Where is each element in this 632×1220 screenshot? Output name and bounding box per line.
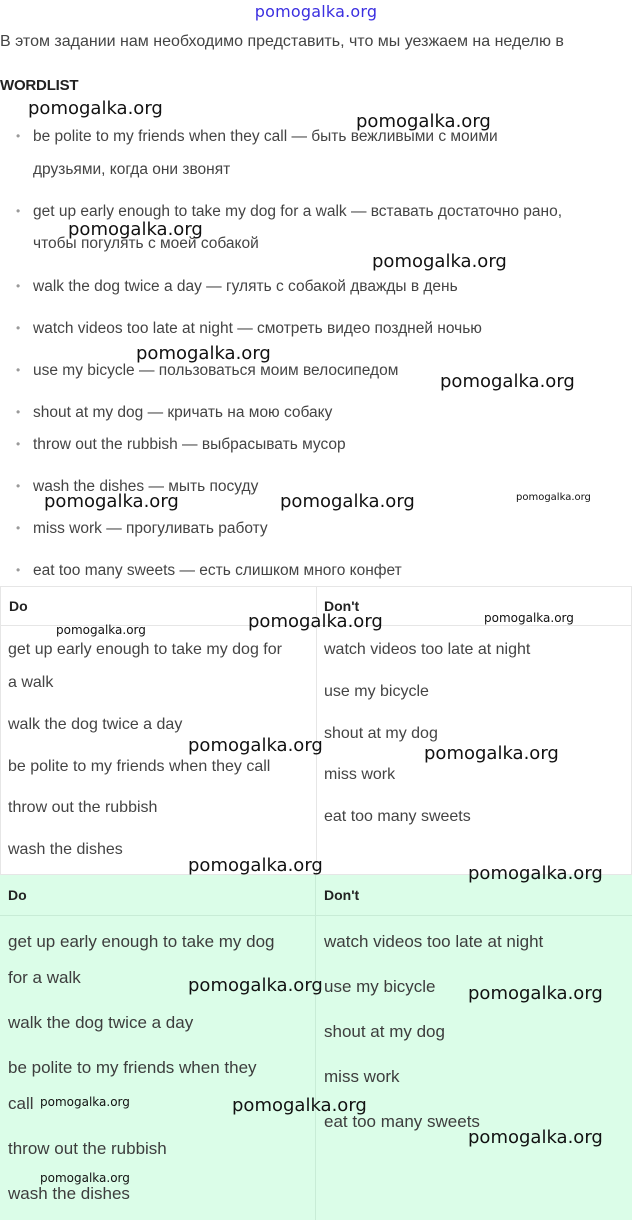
watermark: pomogalka.org — [424, 743, 559, 764]
table-cell-dont: use my bicycle — [324, 977, 436, 996]
bullet-icon: • — [16, 129, 21, 143]
wordlist-item-text: eat too many sweets — есть слишком много конфет — [33, 562, 402, 579]
bullet-icon: • — [16, 405, 21, 419]
wordlist-item — [16, 120, 626, 186]
wordlist-item-text: get up early enough to take my dog for a walk — вставать достаточно рано, — [33, 203, 563, 220]
wordlist-item-text-line2: чтобы погулять с моей собакой — [33, 235, 259, 252]
wordlist-title: WORDLIST — [0, 77, 79, 94]
wordlist-item — [16, 354, 626, 387]
wordlist-item-text: use my bicycle — пользоваться моим велосипедом — [33, 362, 399, 379]
bullet-icon: • — [16, 321, 21, 335]
table-cell-do: for a walk — [8, 968, 81, 987]
wordlist-item-text: throw out the rubbish — выбрасывать мусор — [33, 436, 346, 453]
watermark: pomogalka.org — [516, 492, 591, 503]
wordlist-item-text: watch videos too late at night — смотреть видео поздней ночью — [33, 320, 482, 337]
table-cell-do: throw out the rubbish — [8, 1139, 167, 1158]
watermark: pomogalka.org — [468, 983, 603, 1004]
table-cell-do: be polite to my friends when they — [8, 1058, 257, 1077]
bullet-icon: • — [16, 279, 21, 293]
watermark: pomogalka.org — [280, 491, 415, 512]
do-dont-table — [0, 586, 632, 875]
wordlist-item — [16, 270, 626, 303]
watermark: pomogalka.org — [372, 251, 507, 272]
watermark: pomogalka.org — [248, 611, 383, 632]
watermark: pomogalka.org — [468, 1127, 603, 1148]
watermark: pomogalka.org — [40, 1171, 130, 1185]
table-cell-do: throw out the rubbish — [8, 799, 158, 816]
watermark: pomogalka.org — [188, 735, 323, 756]
wordlist-item — [16, 512, 626, 545]
table-cell-do: be polite to my friends when they call — [8, 758, 271, 775]
watermark: pomogalka.org — [468, 863, 603, 884]
table-cell-do: get up early enough to take my dog for — [8, 641, 282, 658]
table-cell-dont: miss work — [324, 766, 396, 783]
wordlist-item — [16, 470, 626, 503]
table-cell-do: walk the dog twice a day — [8, 1013, 194, 1032]
wordlist-item-text: shout at my dog — кричать на мою собаку — [33, 404, 333, 421]
watermark: pomogalka.org — [440, 371, 575, 392]
intro-text: В этом задании нам необходимо представить, что мы уезжаем на неделю в — [0, 33, 564, 50]
wordlist-item — [16, 396, 626, 429]
watermark: pomogalka.org — [44, 491, 179, 512]
table-header-dont: Don't — [324, 598, 360, 614]
watermark: pomogalka.org — [28, 98, 163, 119]
wordlist-item — [16, 428, 626, 461]
table-cell-do: a walk — [8, 674, 54, 691]
table-cell-do: call — [8, 1094, 34, 1113]
do-dont-table-highlighted — [0, 875, 632, 1220]
watermark: pomogalka.org — [484, 611, 574, 625]
wordlist-item — [16, 195, 626, 260]
watermark: pomogalka.org — [136, 343, 271, 364]
table-cell-dont: shout at my dog — [324, 725, 438, 742]
wordlist-item-text: miss work — прогуливать работу — [33, 520, 268, 537]
bullet-icon: • — [16, 204, 21, 218]
bullet-icon: • — [16, 437, 21, 451]
site-link[interactable]: pomogalka.org — [254, 2, 378, 21]
wordlist-item-text-line2: друзьями, когда они звонят — [33, 161, 231, 178]
table-cell-dont: miss work — [324, 1067, 400, 1086]
table-cell-dont: eat too many sweets — [324, 1112, 480, 1131]
watermark: pomogalka.org — [188, 855, 323, 876]
table-cell-dont: shout at my dog — [324, 1022, 445, 1041]
wordlist-item — [16, 312, 626, 345]
wordlist-item-text: be polite to my friends when they call — быть вежливыми с моими — [33, 128, 498, 145]
table-header-divider — [1, 625, 631, 626]
watermark: pomogalka.org — [356, 111, 491, 132]
wordlist-item-text: wash the dishes — мыть посуду — [33, 478, 259, 495]
table-cell-dont: use my bicycle — [324, 683, 429, 700]
table-cell-do: walk the dog twice a day — [8, 716, 183, 733]
table-column-divider — [316, 587, 317, 874]
table-cell-dont: watch videos too late at night — [324, 641, 531, 658]
table-header-do: Do — [8, 887, 27, 903]
table-cell-do: wash the dishes — [8, 1184, 130, 1203]
watermark: pomogalka.org — [56, 623, 146, 637]
table-header-divider — [0, 915, 632, 916]
table-cell-do: get up early enough to take my dog — [8, 932, 275, 951]
wordlist-item — [16, 554, 626, 587]
table-cell-dont: eat too many sweets — [324, 808, 471, 825]
table-cell-do: wash the dishes — [8, 841, 123, 858]
table-header-do: Do — [9, 598, 28, 614]
table-header-dont: Don't — [324, 887, 360, 903]
wordlist-item-text: walk the dog twice a day — гулять с собакой дважды в день — [33, 278, 458, 295]
table-column-divider — [315, 875, 316, 1220]
watermark: pomogalka.org — [232, 1095, 367, 1116]
bullet-icon: • — [16, 563, 21, 577]
watermark: pomogalka.org — [40, 1095, 130, 1109]
bullet-icon: • — [16, 521, 21, 535]
table-cell-dont: watch videos too late at night — [324, 932, 544, 951]
watermark: pomogalka.org — [188, 975, 323, 996]
bullet-icon: • — [16, 479, 21, 493]
bullet-icon: • — [16, 363, 21, 377]
watermark: pomogalka.org — [68, 219, 203, 240]
